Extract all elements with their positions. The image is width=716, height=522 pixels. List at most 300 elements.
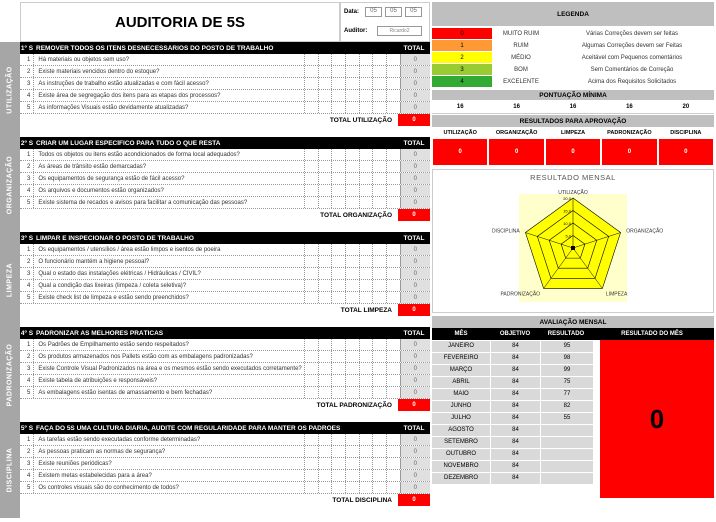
score-cell[interactable] xyxy=(345,54,359,65)
score-cell[interactable] xyxy=(318,78,332,89)
score-cell[interactable] xyxy=(304,185,318,196)
score-cell[interactable] xyxy=(331,256,345,267)
score-cell[interactable] xyxy=(372,351,386,362)
question-text: Existe sistema de recados e avisos para facilitar a comunicação das pessoas? xyxy=(33,197,304,208)
radar-axis-label: LIMPEZA xyxy=(605,291,628,298)
question-score[interactable]: 0 xyxy=(400,339,430,350)
score-cell[interactable] xyxy=(345,482,359,493)
score-cell[interactable] xyxy=(331,161,345,172)
section-total-row xyxy=(20,209,430,221)
score-cell[interactable] xyxy=(304,351,318,362)
date-year-field[interactable]: 05 xyxy=(405,7,422,17)
score-cell[interactable] xyxy=(331,244,345,255)
question-number: 5 xyxy=(27,199,31,206)
score-cell[interactable] xyxy=(359,102,373,113)
month-result: 99 xyxy=(541,365,593,376)
score-cell[interactable] xyxy=(318,161,332,172)
score-cell[interactable] xyxy=(304,102,318,113)
score-cell[interactable] xyxy=(372,292,386,303)
score-cell[interactable] xyxy=(318,268,332,279)
question-row xyxy=(20,446,430,458)
score-cell[interactable] xyxy=(372,78,386,89)
score-cell[interactable] xyxy=(331,339,345,350)
score-cell[interactable] xyxy=(331,375,345,386)
score-cell[interactable] xyxy=(318,375,332,386)
score-cell[interactable] xyxy=(359,434,373,445)
score-cell[interactable] xyxy=(359,197,373,208)
score-cell[interactable] xyxy=(331,292,345,303)
score-cell[interactable] xyxy=(304,256,318,267)
month-result xyxy=(541,449,593,460)
question-score[interactable]: 0 xyxy=(400,292,430,303)
section-total-header: TOTAL xyxy=(403,44,425,52)
score-cell[interactable] xyxy=(359,387,373,398)
score-cell[interactable] xyxy=(386,66,400,77)
score-cell[interactable] xyxy=(345,149,359,160)
question-text: Há materiais ou objetos sem uso? xyxy=(33,54,304,65)
audit-section xyxy=(20,327,430,411)
section-number: 4º S xyxy=(20,329,34,337)
score-cell[interactable] xyxy=(304,244,318,255)
score-cell[interactable] xyxy=(318,339,332,350)
score-cell[interactable] xyxy=(386,90,400,101)
score-cell[interactable] xyxy=(359,173,373,184)
question-text: Os produtos armazenados nos Pallets estão com as embalagens padronizadas? xyxy=(33,351,304,362)
score-cell[interactable] xyxy=(372,66,386,77)
section-side-label xyxy=(0,137,20,233)
score-cell[interactable] xyxy=(331,66,345,77)
question-text: Existe check list de limpeza e estão sendo preenchidos? xyxy=(33,292,304,303)
approval-header: ORGANIZAÇÃO xyxy=(495,130,538,136)
question-number: 3 xyxy=(27,80,31,87)
question-row xyxy=(20,256,430,268)
question-score[interactable]: 0 xyxy=(400,482,430,493)
score-cell[interactable] xyxy=(318,363,332,374)
score-cell[interactable] xyxy=(331,387,345,398)
question-text: As embalagens estão isentas de amassamento e bem fechadas? xyxy=(33,387,304,398)
score-cell[interactable] xyxy=(386,339,400,350)
score-cell[interactable] xyxy=(386,54,400,65)
section-total-value: 0 xyxy=(398,494,430,506)
score-cell[interactable] xyxy=(359,458,373,469)
score-cell[interactable] xyxy=(345,90,359,101)
score-cell[interactable] xyxy=(304,387,318,398)
score-cell[interactable] xyxy=(359,90,373,101)
question-number: 4 xyxy=(27,282,31,289)
score-cell[interactable] xyxy=(304,66,318,77)
score-cell[interactable] xyxy=(359,149,373,160)
score-cell[interactable] xyxy=(318,446,332,457)
score-cell[interactable] xyxy=(372,280,386,291)
score-cell[interactable] xyxy=(304,90,318,101)
date-month-field[interactable]: 05 xyxy=(385,7,402,17)
score-cell[interactable] xyxy=(331,54,345,65)
score-cell[interactable] xyxy=(304,434,318,445)
question-row xyxy=(20,78,430,90)
monthly-header xyxy=(432,328,714,340)
score-cell[interactable] xyxy=(304,268,318,279)
question-score[interactable]: 0 xyxy=(400,102,430,113)
section-side-label xyxy=(0,42,20,138)
question-score[interactable]: 0 xyxy=(400,66,430,77)
score-cell[interactable] xyxy=(386,363,400,374)
score-cell[interactable] xyxy=(372,470,386,481)
score-cell[interactable] xyxy=(331,458,345,469)
score-cell[interactable] xyxy=(304,161,318,172)
score-cell[interactable] xyxy=(331,149,345,160)
score-cell[interactable] xyxy=(345,458,359,469)
score-cell[interactable] xyxy=(345,256,359,267)
month-name: MARÇO xyxy=(432,365,490,376)
score-cell[interactable] xyxy=(318,458,332,469)
score-cell[interactable] xyxy=(318,54,332,65)
approval-value: 0 xyxy=(659,139,713,165)
score-cell[interactable] xyxy=(372,375,386,386)
score-cell[interactable] xyxy=(318,149,332,160)
score-cell[interactable] xyxy=(359,351,373,362)
score-cell[interactable] xyxy=(359,78,373,89)
question-score[interactable]: 0 xyxy=(400,54,430,65)
score-cell[interactable] xyxy=(304,292,318,303)
score-cell[interactable] xyxy=(359,363,373,374)
score-cell[interactable] xyxy=(359,256,373,267)
score-cell[interactable] xyxy=(345,446,359,457)
month-objective: 84 xyxy=(491,437,540,448)
score-cell[interactable] xyxy=(331,446,345,457)
question-row xyxy=(20,363,430,375)
score-cell[interactable] xyxy=(386,482,400,493)
score-cell[interactable] xyxy=(318,90,332,101)
score-cell[interactable] xyxy=(304,446,318,457)
date-label: Data: xyxy=(344,9,360,15)
question-row xyxy=(20,244,430,256)
score-cell[interactable] xyxy=(318,292,332,303)
question-row xyxy=(20,339,430,351)
score-cell[interactable] xyxy=(331,470,345,481)
question-text: As pessoas praticam as normas de segurança? xyxy=(33,446,304,457)
score-cell[interactable] xyxy=(386,375,400,386)
section-total-label: TOTAL ORGANIZAÇÃO xyxy=(320,211,392,219)
radar-tick-label: 20,0 xyxy=(563,196,571,201)
score-cell[interactable] xyxy=(386,244,400,255)
section-number: 5º S xyxy=(20,424,34,432)
question-score[interactable]: 0 xyxy=(400,280,430,291)
score-cell[interactable] xyxy=(345,244,359,255)
question-text: As instruções de trabalho estão atualizadas e com fácil acesso? xyxy=(33,78,304,89)
score-cell[interactable] xyxy=(304,482,318,493)
section-total-row xyxy=(20,399,430,411)
score-cell[interactable] xyxy=(386,197,400,208)
score-cell[interactable] xyxy=(345,197,359,208)
question-score[interactable]: 0 xyxy=(400,78,430,89)
score-cell[interactable] xyxy=(345,268,359,279)
score-cell[interactable] xyxy=(386,470,400,481)
score-cell[interactable] xyxy=(345,351,359,362)
score-cell[interactable] xyxy=(331,482,345,493)
score-cell[interactable] xyxy=(359,470,373,481)
score-cell[interactable] xyxy=(318,256,332,267)
score-cell[interactable] xyxy=(331,197,345,208)
score-cell[interactable] xyxy=(345,161,359,172)
month-name: JULHO xyxy=(432,413,490,424)
score-cell[interactable] xyxy=(331,351,345,362)
score-cell[interactable] xyxy=(372,149,386,160)
month-name: SETEMBRO xyxy=(432,437,490,448)
month-result: 55 xyxy=(541,413,593,424)
score-cell[interactable] xyxy=(304,173,318,184)
score-cell[interactable] xyxy=(386,256,400,267)
score-cell[interactable] xyxy=(386,458,400,469)
score-cell[interactable] xyxy=(359,482,373,493)
date-day-field[interactable]: 05 xyxy=(365,7,382,17)
question-row xyxy=(20,161,430,173)
score-cell[interactable] xyxy=(372,256,386,267)
score-cell[interactable] xyxy=(345,280,359,291)
question-score[interactable]: 0 xyxy=(400,363,430,374)
score-cell[interactable] xyxy=(331,102,345,113)
score-cell[interactable] xyxy=(318,66,332,77)
question-text: Os arquivos e documentos estão organizados? xyxy=(33,185,304,196)
question-text: Todos os objetos ou itens estão acondicionados de forma local adequados? xyxy=(33,149,304,160)
score-cell[interactable] xyxy=(386,292,400,303)
score-cell[interactable] xyxy=(304,363,318,374)
section-total-header: TOTAL xyxy=(403,424,425,432)
question-text: Os equipamentos de segurança estão de fácil acesso? xyxy=(33,173,304,184)
radar-axis-label: UTILIZAÇÃO xyxy=(558,190,588,196)
auditor-label: Auditor: xyxy=(344,28,368,34)
score-cell[interactable] xyxy=(331,173,345,184)
section-total-label: TOTAL DISCIPLINA xyxy=(332,496,392,504)
section-side-label xyxy=(0,422,20,518)
chart-title: RESULTADO MENSAL xyxy=(530,173,616,182)
approval-value: 0 xyxy=(546,139,600,165)
radar-tick-label: 5,0 xyxy=(565,233,571,239)
score-cell[interactable] xyxy=(345,185,359,196)
radar-chart xyxy=(433,182,713,312)
question-score[interactable]: 0 xyxy=(400,244,430,255)
score-cell[interactable] xyxy=(318,351,332,362)
score-cell[interactable] xyxy=(372,339,386,350)
question-number: 4 xyxy=(27,92,31,99)
question-score[interactable]: 0 xyxy=(400,149,430,160)
audit-section xyxy=(20,42,430,126)
score-cell[interactable] xyxy=(386,149,400,160)
score-cell[interactable] xyxy=(345,78,359,89)
month-result: 98 xyxy=(541,353,593,364)
question-text: Os controles visuais são do conhecimento de todos? xyxy=(33,482,304,493)
score-cell[interactable] xyxy=(372,458,386,469)
section-total-header: TOTAL xyxy=(403,139,425,147)
score-cell[interactable] xyxy=(304,339,318,350)
score-cell[interactable] xyxy=(372,185,386,196)
question-number: 2 xyxy=(27,448,31,455)
question-score[interactable]: 0 xyxy=(400,446,430,457)
question-score[interactable]: 0 xyxy=(400,256,430,267)
score-cell[interactable] xyxy=(345,434,359,445)
score-cell[interactable] xyxy=(372,244,386,255)
score-cell[interactable] xyxy=(372,197,386,208)
score-cell[interactable] xyxy=(359,185,373,196)
score-cell[interactable] xyxy=(386,102,400,113)
score-cell[interactable] xyxy=(386,446,400,457)
month-result: 82 xyxy=(541,401,593,412)
score-cell[interactable] xyxy=(304,375,318,386)
legend-row xyxy=(432,28,714,40)
score-cell[interactable] xyxy=(372,161,386,172)
score-cell[interactable] xyxy=(386,78,400,89)
question-row xyxy=(20,185,430,197)
score-cell[interactable] xyxy=(372,482,386,493)
score-cell[interactable] xyxy=(331,185,345,196)
question-score[interactable]: 0 xyxy=(400,351,430,362)
question-score[interactable]: 0 xyxy=(400,458,430,469)
score-cell[interactable] xyxy=(304,197,318,208)
score-cell[interactable] xyxy=(345,102,359,113)
score-cell[interactable] xyxy=(345,292,359,303)
question-score[interactable]: 0 xyxy=(400,90,430,101)
question-score[interactable]: 0 xyxy=(400,434,430,445)
legend-row xyxy=(432,64,714,76)
score-cell[interactable] xyxy=(318,185,332,196)
score-cell[interactable] xyxy=(318,482,332,493)
score-cell[interactable] xyxy=(372,446,386,457)
score-cell[interactable] xyxy=(372,387,386,398)
section-name: ORGANIZAÇÃO xyxy=(6,155,14,215)
question-number: 5 xyxy=(27,484,31,491)
score-cell[interactable] xyxy=(345,470,359,481)
approval-value: 0 xyxy=(602,139,656,165)
question-score[interactable]: 0 xyxy=(400,268,430,279)
section-side-label xyxy=(0,327,20,423)
section-name: UTILIZAÇÃO xyxy=(6,66,14,114)
score-cell[interactable] xyxy=(386,173,400,184)
score-cell[interactable] xyxy=(304,149,318,160)
question-text: As áreas de trânsito estão demarcadas? xyxy=(33,161,304,172)
score-cell[interactable] xyxy=(359,161,373,172)
score-cell[interactable] xyxy=(345,387,359,398)
score-cell[interactable] xyxy=(318,470,332,481)
score-cell[interactable] xyxy=(359,54,373,65)
score-cell[interactable] xyxy=(386,434,400,445)
question-text: Existem metas estabelecidas para a área? xyxy=(33,470,304,481)
question-score[interactable]: 0 xyxy=(400,470,430,481)
score-cell[interactable] xyxy=(386,387,400,398)
score-cell[interactable] xyxy=(318,434,332,445)
question-number: 5 xyxy=(27,104,31,111)
score-cell[interactable] xyxy=(345,363,359,374)
question-score[interactable]: 0 xyxy=(400,185,430,196)
score-cell[interactable] xyxy=(345,173,359,184)
question-text: Qual a condição das lixeiras (limpeza / coleta seletiva)? xyxy=(33,280,304,291)
score-cell[interactable] xyxy=(304,78,318,89)
score-cell[interactable] xyxy=(372,54,386,65)
score-cell[interactable] xyxy=(345,339,359,350)
score-cell[interactable] xyxy=(359,292,373,303)
score-cell[interactable] xyxy=(345,66,359,77)
legend-score: 4 xyxy=(432,76,492,87)
month-result: 77 xyxy=(541,389,593,400)
score-cell[interactable] xyxy=(359,339,373,350)
score-cell[interactable] xyxy=(359,244,373,255)
score-cell[interactable] xyxy=(372,434,386,445)
question-number: 1 xyxy=(27,341,31,348)
score-cell[interactable] xyxy=(318,102,332,113)
score-cell[interactable] xyxy=(386,268,400,279)
section-total-header: TOTAL xyxy=(403,329,425,337)
score-cell[interactable] xyxy=(331,90,345,101)
score-cell[interactable] xyxy=(318,197,332,208)
section-number: 3º S xyxy=(20,234,34,242)
score-cell[interactable] xyxy=(318,173,332,184)
question-row xyxy=(20,482,430,494)
radar-tick-label: 15,0 xyxy=(563,208,571,214)
score-cell[interactable] xyxy=(331,434,345,445)
score-cell[interactable] xyxy=(359,268,373,279)
section-total-label: TOTAL UTILIZAÇÃO xyxy=(329,116,392,124)
section-header xyxy=(20,137,430,149)
question-score[interactable]: 0 xyxy=(400,173,430,184)
score-cell[interactable] xyxy=(304,54,318,65)
question-score[interactable]: 0 xyxy=(400,375,430,386)
section-header xyxy=(20,422,430,434)
score-cell[interactable] xyxy=(318,244,332,255)
score-cell[interactable] xyxy=(386,161,400,172)
question-number: 2 xyxy=(27,68,31,75)
score-cell[interactable] xyxy=(359,280,373,291)
score-cell[interactable] xyxy=(372,102,386,113)
score-cell[interactable] xyxy=(304,470,318,481)
score-cell[interactable] xyxy=(304,458,318,469)
question-score[interactable]: 0 xyxy=(400,161,430,172)
score-cell[interactable] xyxy=(331,78,345,89)
score-cell[interactable] xyxy=(386,351,400,362)
question-row xyxy=(20,280,430,292)
approval-header: LIMPEZA xyxy=(560,130,586,136)
question-number: 3 xyxy=(27,365,31,372)
score-cell[interactable] xyxy=(372,363,386,374)
audit-section xyxy=(20,422,430,506)
score-cell[interactable] xyxy=(359,66,373,77)
section-total-row xyxy=(20,114,430,126)
score-cell[interactable] xyxy=(359,446,373,457)
score-cell[interactable] xyxy=(372,268,386,279)
score-cell[interactable] xyxy=(318,387,332,398)
question-number: 1 xyxy=(27,151,31,158)
approval-header: UTILIZAÇÃO xyxy=(443,130,477,136)
question-score[interactable]: 0 xyxy=(400,387,430,398)
legend-score: 1 xyxy=(432,40,492,51)
question-score[interactable]: 0 xyxy=(400,197,430,208)
score-cell[interactable] xyxy=(318,280,332,291)
score-cell[interactable] xyxy=(359,375,373,386)
month-result xyxy=(541,425,593,436)
score-cell[interactable] xyxy=(331,280,345,291)
section-title: CRIAR UM LUGAR ESPECÍFICO PARA TUDO O QUE RESTA xyxy=(36,139,221,147)
question-text: Existe Controle Visual Padronizados na área e os mesmos estão sendo executados corretamente? xyxy=(33,363,304,374)
score-cell[interactable] xyxy=(331,363,345,374)
section-total-value: 0 xyxy=(398,399,430,411)
score-cell[interactable] xyxy=(304,280,318,291)
score-cell[interactable] xyxy=(331,268,345,279)
score-cell[interactable] xyxy=(372,173,386,184)
score-cell[interactable] xyxy=(386,280,400,291)
auditor-field[interactable]: Ricardo2 xyxy=(377,26,422,36)
section-total-header: TOTAL xyxy=(403,234,425,242)
legend-score: 3 xyxy=(432,64,492,75)
score-cell[interactable] xyxy=(386,185,400,196)
score-cell[interactable] xyxy=(345,375,359,386)
score-cell[interactable] xyxy=(372,90,386,101)
